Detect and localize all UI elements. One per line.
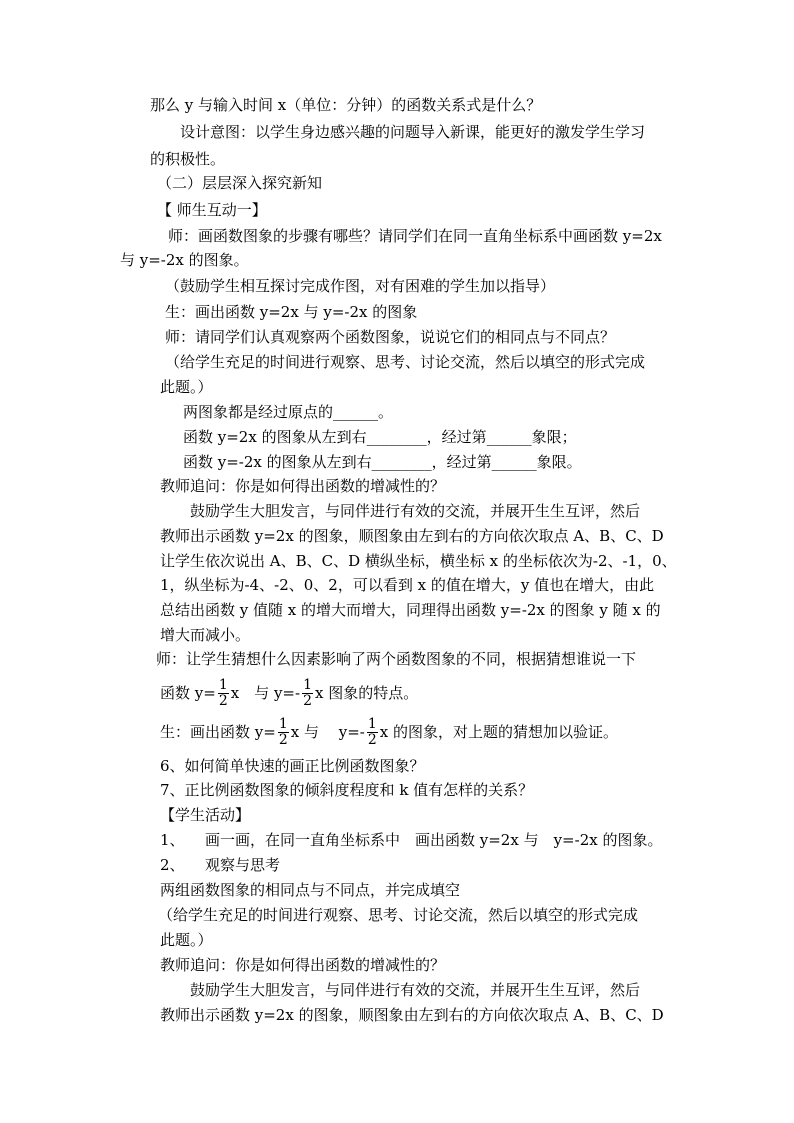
numbered-question: 6、如何简单快速的画正比例函数图象？ <box>160 757 425 775</box>
paragraph-line: 教师追问：你是如何得出函数的增减性的？ <box>160 477 446 495</box>
list-number: 1、 <box>160 831 185 849</box>
fraction-denominator: 2 <box>367 731 377 748</box>
paragraph-line: （给学生充足的时间进行观察、思考、讨论交流，然后以填空的形式完成 <box>158 906 639 924</box>
paragraph-line: 此题。） <box>160 378 213 396</box>
paragraph-line: 鼓励学生大胆发言，与同伴进行有效的交流，并展开生生互评，然后 <box>190 502 641 520</box>
paragraph-line: （鼓励学生相互探讨完成作图，对有困难的学生加以指导） <box>165 277 556 295</box>
numbered-question: 7、正比例函数图象的倾斜度程度和 k 值有怎样的关系？ <box>160 781 534 799</box>
paragraph-line: 设计意图：以学生身边感兴趣的问题导入新课，能更好的激发学生学习 <box>180 123 646 141</box>
list-item-text: 画一画，在同一直角坐标系中 画出函数 y=2x 与 y=-2x 的图象。 <box>205 831 663 849</box>
math-text: x 图象的特点。 <box>315 684 419 702</box>
paragraph-line: 鼓励学生大胆发言，与同伴进行有效的交流，并展开生生互评，然后 <box>190 981 641 999</box>
paragraph-line: （给学生充足的时间进行观察、思考、讨论交流，然后以填空的形式完成 <box>165 353 646 371</box>
math-text: 函数 y= <box>160 684 216 702</box>
paragraph-line: 师：请同学们认真观察两个函数图象，说说它们的相同点与不同点？ <box>165 328 616 346</box>
paragraph-line: 教师出示函数 y=2x 的图象，顺图象由左到右的方向依次取点 A、B、C、D <box>160 527 664 545</box>
fill-blank-line: 函数 y=-2x 的图象从左到右________，经过第______象限。 <box>183 453 582 471</box>
paragraph-line: 教师追问：你是如何得出函数的增减性的？ <box>160 956 446 974</box>
paragraph-line: 与 y=-2x 的图象。 <box>120 251 249 269</box>
subsection-heading: 【 师生互动一】 <box>157 201 267 219</box>
paragraph-line: 1，纵坐标为-4、-2、0、2，可以看到 x 的值在增大，y 值也在增大，由此 <box>160 576 655 594</box>
fraction <box>278 717 289 748</box>
fill-blank-line: 函数 y=2x 的图象从左到右________，经过第______象限； <box>183 428 577 446</box>
fraction <box>302 678 313 709</box>
list-item <box>160 855 280 879</box>
fraction-denominator: 2 <box>303 692 312 709</box>
math-text: x 与 y=- <box>230 684 301 702</box>
subsection-heading: 【学生活动】 <box>160 806 251 824</box>
paragraph-line: 两组函数图象的相同点与不同点，并完成填空 <box>160 881 461 899</box>
paragraph-line: 师：画函数图象的步骤有哪些？请同学们在同一直角坐标系中画函数 y=2x <box>168 227 662 245</box>
paragraph-line: 那么 y 与输入时间 x（单位：分钟）的函数关系式是什么？ <box>150 96 542 114</box>
paragraph-line: 总结出函数 y 值随 x 的增大而增大，同理得出函数 y=-2x 的图象 y 随 x 的 <box>160 601 661 619</box>
paragraph-line: 师：让学生猜想什么因素影响了两个函数图象的不同，根据猜想谁说一下 <box>156 650 637 668</box>
section-heading: （二）层层深入探究新知 <box>157 174 323 192</box>
fraction-numerator: 1 <box>303 676 312 693</box>
paragraph-line: 生：画出函数 y=2x 与 y=-2x 的图象 <box>165 303 418 321</box>
fraction-numerator: 1 <box>367 715 377 732</box>
math-text: x 与 y=- <box>290 723 365 741</box>
list-number: 2、 <box>160 856 185 874</box>
fraction <box>367 717 378 748</box>
paragraph-line: 教师出示函数 y=2x 的图象，顺图象由左到右的方向依次取点 A、B、C、D <box>160 1006 664 1024</box>
list-item-text: 观察与思考 <box>205 856 281 874</box>
fraction <box>218 678 229 709</box>
math-expression-line <box>160 707 618 755</box>
fraction-numerator: 1 <box>218 676 228 693</box>
fill-blank-line: 两图象都是经过原点的______。 <box>183 403 394 421</box>
paragraph-line: 让学生依次说出 A、B、C、D 横纵坐标，横坐标 x 的坐标依次为-2、-1，0、 <box>160 552 677 570</box>
math-text: x 的图象，对上题的猜想加以验证。 <box>379 723 618 741</box>
paragraph-line: 的积极性。 <box>150 150 226 168</box>
paragraph-line: 此题。） <box>160 931 213 949</box>
paragraph-line: 增大而减小。 <box>160 626 251 644</box>
list-item <box>160 830 662 854</box>
fraction-denominator: 2 <box>278 731 288 748</box>
fraction-numerator: 1 <box>278 715 288 732</box>
fraction-denominator: 2 <box>218 692 228 709</box>
math-text: 生：画出函数 y= <box>160 723 276 741</box>
